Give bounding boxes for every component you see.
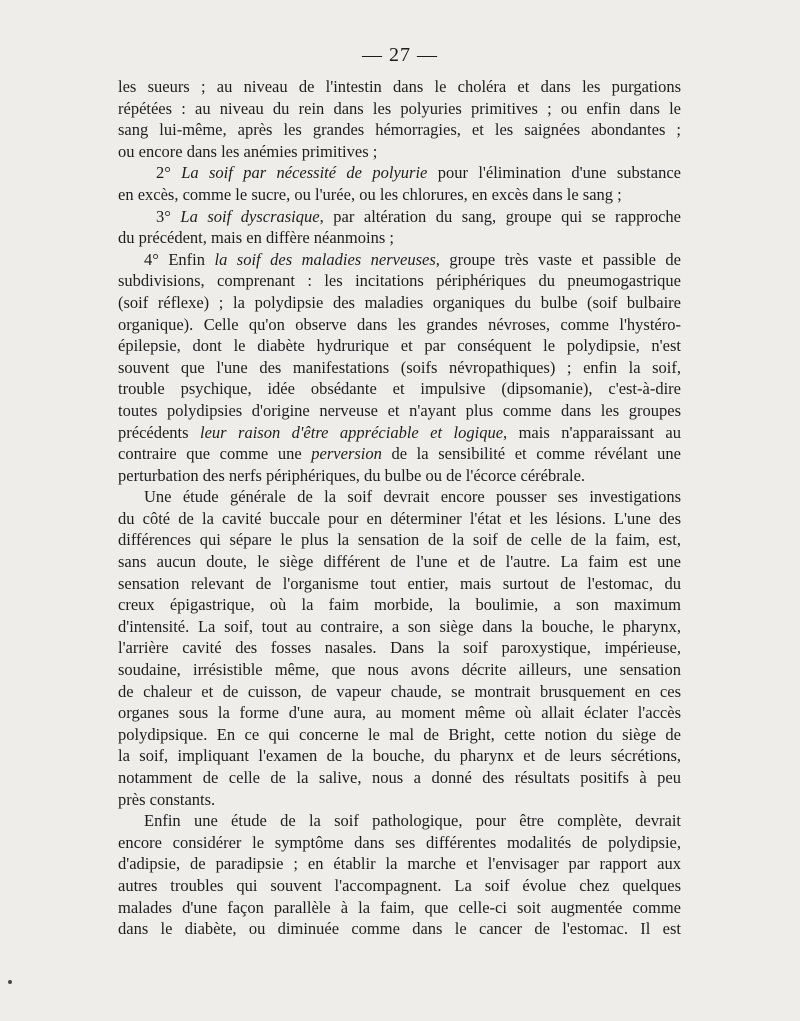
text-line: perturbation des nerfs périphériques, du bulbe ou de l'écorce cérébrale. <box>118 465 586 485</box>
text-line: différences qui sépare le plus la sensation de la soif de celle de la faim, est, <box>118 530 681 550</box>
text-line: polydipsique. En ce qui concerne le mal de Bright, cette notion du siège de <box>118 724 681 744</box>
text-line: en excès, comme le sucre, ou l'urée, ou les chlorures, en excès dans le sang ; <box>118 184 622 204</box>
text-line: dans le diabète, ou diminuée comme dans le cancer de l'estomac. Il est <box>118 919 681 939</box>
text-line: les sueurs ; au niveau de l'intestin dans le choléra et dans les purgations <box>118 77 681 96</box>
text-line: soudaine, irrésistible même, que nous avons décrite ailleurs, une sensation <box>118 660 681 680</box>
text-line: d'intensité. La soif, tout au contraire, a son siège dans la bouche, le pharynx, <box>118 616 681 636</box>
text-line: organique). Celle qu'on observe dans les grandes névroses, comme l'hystéro- <box>118 314 681 334</box>
text-line: notamment de celle de la salive, nous a donné des résultats positifs à peu <box>118 768 681 787</box>
page-number: — 27 — <box>362 44 438 66</box>
text-line: autres troubles qui souvent l'accompagnent. La soif évolue chez quelques <box>118 875 681 895</box>
text-line: de chaleur et de cuisson, de vapeur chaude, se montrait brusquement en ces <box>118 681 681 701</box>
text-line: creux épigastrique, où la faim morbide, la boulimie, a son maximum <box>118 595 681 615</box>
text-line: contraire que comme une perversion de la sensibilité et comme révélant une <box>118 444 681 464</box>
emphasis-text: la soif des maladies nerveuses <box>214 249 436 269</box>
text-line: trouble psychique, idée obsédante et impulsive (dipsomanie), c'est-à-dire <box>118 379 681 399</box>
text-line: l'arrière cavité des fosses nasales. Dans la soif paroxystique, impérieuse, <box>118 638 681 658</box>
emphasis-text: La soif par nécessité de polyurie <box>181 163 428 183</box>
text-line: du côté de la cavité buccale pour en déterminer l'état et les lésions. L'une des <box>118 508 681 528</box>
text-line: près constants. <box>118 789 216 809</box>
emphasis-text: leur raison d'être appréciable et logique <box>200 422 504 442</box>
emphasis-text: perversion <box>311 444 382 464</box>
text-line: souvent que l'une des manifestations (soifs névropathiques) ; enfin la soif, <box>118 357 681 377</box>
paragraph-start: Une étude générale de la soif devrait encore pousser ses investigations <box>144 487 681 507</box>
text-line: épilepsie, dont le diabète hydrurique et par conséquent le polydipsie, n'est <box>118 336 681 356</box>
text-line: sang lui-même, après les grandes hémorragies, et les saignées abondantes ; <box>118 120 681 140</box>
text-line: malades d'une façon parallèle à la faim, que celle-ci soit augmentée comme <box>118 897 681 917</box>
text-line: répétées : au niveau du rein dans les polyuries primitives ; ou enfin dans le <box>118 98 681 118</box>
list-item-4: 4° Enfin la soif des maladies nerveuses, groupe très vaste et passible de <box>144 249 681 269</box>
text-line: organes sous la forme d'une aura, au moment même où allait éclater l'accès <box>118 703 681 723</box>
text-line: d'adipsie, de paradipsie ; en établir la marche et l'envisager par rapport aux <box>118 854 681 874</box>
text-line: toutes polydipsies d'origine nerveuse et n'ayant plus comme dans les groupes <box>118 400 681 420</box>
text-line: la soif, impliquant l'examen de la bouche, du pharynx et de leurs sécrétions, <box>118 746 681 766</box>
list-item-3: 3° La soif dyscrasique, par altération du sang, groupe qui se rapproche <box>156 206 681 226</box>
emphasis-text: La soif dyscrasique <box>180 206 320 226</box>
text-line: (soif réflexe) ; la polydipsie des maladies organiques du bulbe (soif bulbaire <box>118 292 681 312</box>
text-line: du précédent, mais en diffère néanmoins ; <box>118 228 394 248</box>
paragraph-start: Enfin une étude de la soif pathologique, pour être complète, devrait <box>144 811 681 831</box>
text-line: subdivisions, comprenant : les incitations périphériques du pneumogastrique <box>118 271 681 291</box>
text-line: sensation relevant de l'organisme tout entier, mais surtout de l'estomac, du <box>118 573 681 593</box>
body-text <box>118 76 681 940</box>
text-line: ou encore dans les anémies primitives ; <box>118 141 378 161</box>
text-line: précédents leur raison d'être appréciable et logique, mais n'apparaissant au <box>118 422 681 442</box>
text-line: encore considérer le symptôme dans ses différentes modalités de polydipsie, <box>118 832 681 852</box>
list-item-2: 2° La soif par nécessité de polyurie pour l'élimination d'une substance <box>156 163 681 183</box>
text-line: sans aucun doute, le siège différent de l'une et de l'autre. La faim est une <box>118 552 681 572</box>
scan-dot <box>8 980 12 984</box>
